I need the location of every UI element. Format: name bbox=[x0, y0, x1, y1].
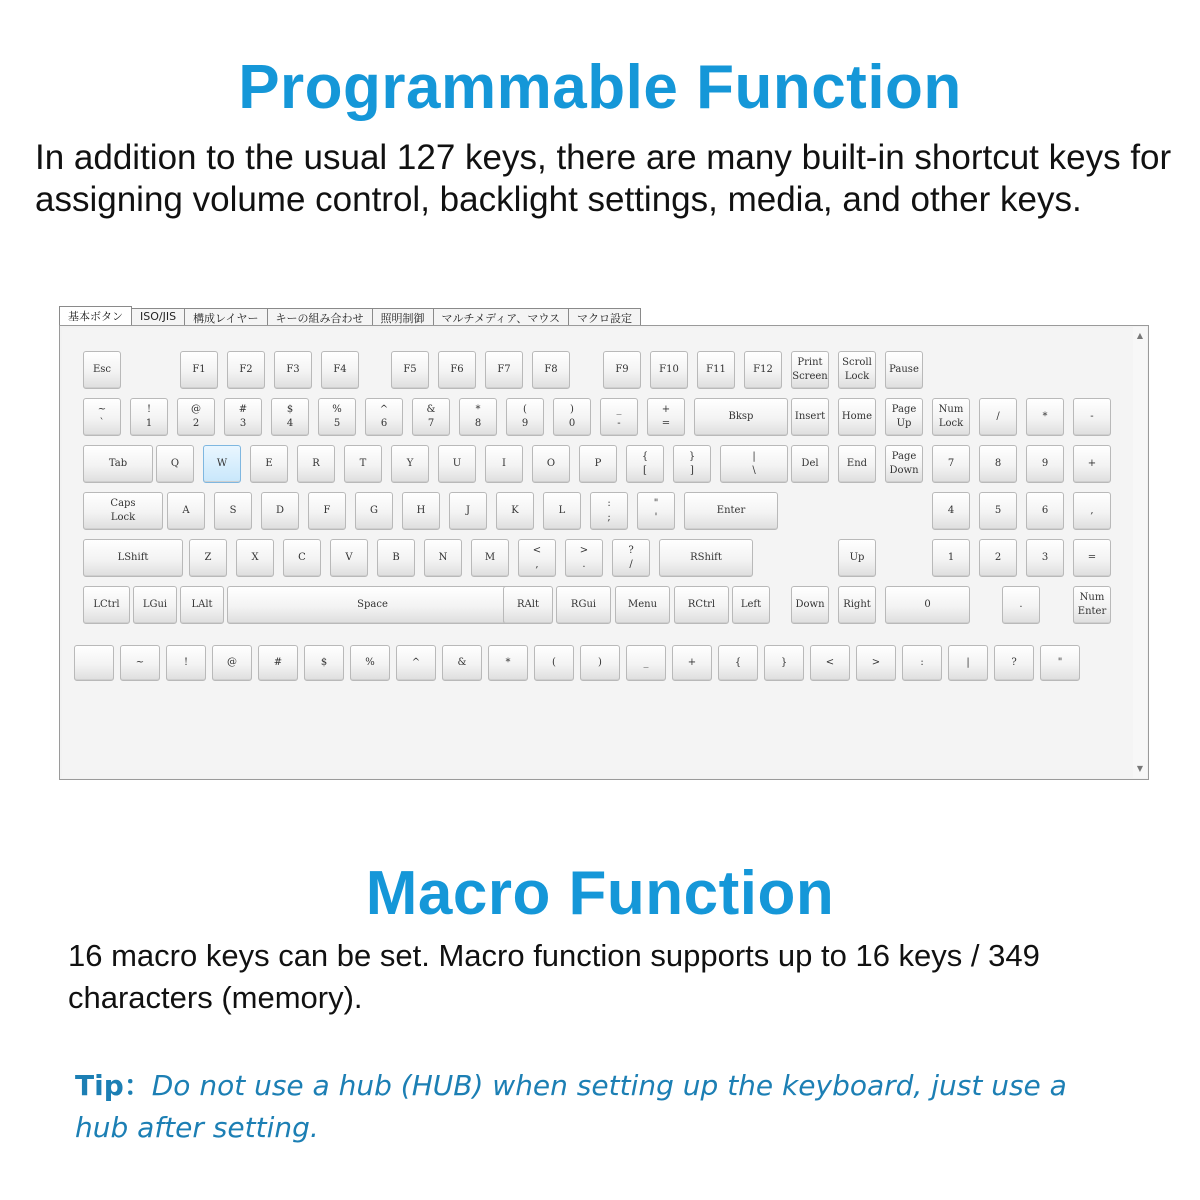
macro-key-21[interactable]: " bbox=[1040, 645, 1080, 681]
tab-6[interactable]: マクロ設定 bbox=[568, 308, 641, 325]
key--9[interactable]: ( 9 bbox=[506, 398, 544, 436]
macro-key-10[interactable]: ( bbox=[534, 645, 574, 681]
key---[interactable]: _ - bbox=[600, 398, 638, 436]
tip-label: Tip： bbox=[75, 1069, 152, 1102]
key-f[interactable]: F bbox=[308, 492, 346, 530]
tab-4[interactable]: 照明制御 bbox=[372, 308, 434, 325]
key-up[interactable]: Up bbox=[838, 539, 876, 577]
key-5[interactable]: 5 bbox=[979, 492, 1017, 530]
key-print-screen[interactable]: Print Screen bbox=[791, 351, 829, 389]
key-home[interactable]: Home bbox=[838, 398, 876, 436]
key-g[interactable]: G bbox=[355, 492, 393, 530]
macro-key-20[interactable]: ? bbox=[994, 645, 1034, 681]
tab-5[interactable]: マルチメディア、マウス bbox=[433, 308, 569, 325]
macro-key-3[interactable]: @ bbox=[212, 645, 252, 681]
tab-0[interactable]: 基本ボタン bbox=[59, 306, 132, 325]
tab-2[interactable]: 構成レイヤー bbox=[184, 308, 267, 325]
key--5[interactable]: % 5 bbox=[318, 398, 356, 436]
key-y[interactable]: Y bbox=[391, 445, 429, 483]
key-z[interactable]: Z bbox=[189, 539, 227, 577]
key--[interactable]: ~ ` bbox=[83, 398, 121, 436]
key-left[interactable]: Left bbox=[732, 586, 770, 624]
keyboard-panel bbox=[59, 325, 1149, 780]
macro-function-description: 16 macro keys can be set. Macro function supports up to 16 keys / 349 characters (memory). bbox=[68, 938, 1040, 1015]
key-f9[interactable]: F9 bbox=[603, 351, 641, 389]
key-sym12[interactable]: . bbox=[1002, 586, 1040, 624]
key-d[interactable]: D bbox=[261, 492, 299, 530]
key-s[interactable]: S bbox=[214, 492, 252, 530]
key-x[interactable]: X bbox=[236, 539, 274, 577]
key-1[interactable]: 1 bbox=[932, 539, 970, 577]
key-num-enter[interactable]: Num Enter bbox=[1073, 586, 1111, 624]
key-down[interactable]: Down bbox=[791, 586, 829, 624]
keyboard-config-window bbox=[59, 306, 1149, 780]
key-lgui[interactable]: LGui bbox=[133, 586, 177, 624]
macro-key-0[interactable] bbox=[74, 645, 114, 681]
macro-key-12[interactable]: _ bbox=[626, 645, 666, 681]
key-f11[interactable]: F11 bbox=[697, 351, 735, 389]
key-a[interactable]: A bbox=[167, 492, 205, 530]
key--[interactable]: < , bbox=[518, 539, 556, 577]
key-f4[interactable]: F4 bbox=[321, 351, 359, 389]
key-lalt[interactable]: LAlt bbox=[180, 586, 224, 624]
programmable-function-heading: Programmable Function bbox=[238, 53, 962, 122]
key--4[interactable]: $ 4 bbox=[271, 398, 309, 436]
key-9[interactable]: 9 bbox=[1026, 445, 1064, 483]
key-b[interactable]: B bbox=[377, 539, 415, 577]
key-insert[interactable]: Insert bbox=[791, 398, 829, 436]
key--1[interactable]: ! 1 bbox=[130, 398, 168, 436]
key-sym16[interactable]: = bbox=[1073, 539, 1111, 577]
scroll-down-arrow-icon[interactable]: ▼ bbox=[1136, 764, 1144, 773]
key-k[interactable]: K bbox=[496, 492, 534, 530]
key-lshift[interactable]: LShift bbox=[83, 539, 183, 577]
key-page-down[interactable]: Page Down bbox=[885, 445, 923, 483]
scroll-up-arrow-icon[interactable]: ▲ bbox=[1136, 331, 1144, 340]
key-f2[interactable]: F2 bbox=[227, 351, 265, 389]
key-7[interactable]: 7 bbox=[932, 445, 970, 483]
key-u[interactable]: U bbox=[438, 445, 476, 483]
key--[interactable]: { [ bbox=[626, 445, 664, 483]
key-del[interactable]: Del bbox=[791, 445, 829, 483]
key-4[interactable]: 4 bbox=[932, 492, 970, 530]
key-f5[interactable]: F5 bbox=[391, 351, 429, 389]
key--[interactable]: + = bbox=[647, 398, 685, 436]
key-f6[interactable]: F6 bbox=[438, 351, 476, 389]
macro-key-4[interactable]: # bbox=[258, 645, 298, 681]
key--6[interactable]: ^ 6 bbox=[365, 398, 403, 436]
key-c[interactable]: C bbox=[283, 539, 321, 577]
key-3[interactable]: 3 bbox=[1026, 539, 1064, 577]
key-num-lock[interactable]: Num Lock bbox=[932, 398, 970, 436]
key--[interactable]: } ] bbox=[673, 445, 711, 483]
macro-key-15[interactable]: } bbox=[764, 645, 804, 681]
key-f12[interactable]: F12 bbox=[744, 351, 782, 389]
key-enter[interactable]: Enter bbox=[684, 492, 778, 530]
key--[interactable]: - bbox=[1073, 398, 1111, 436]
key-pause[interactable]: Pause bbox=[885, 351, 923, 389]
key-m[interactable]: M bbox=[471, 539, 509, 577]
key--[interactable]: ? / bbox=[612, 539, 650, 577]
key-o[interactable]: O bbox=[532, 445, 570, 483]
key-e[interactable]: E bbox=[250, 445, 288, 483]
key-f8[interactable]: F8 bbox=[532, 351, 570, 389]
key-caps-lock[interactable]: Caps Lock bbox=[83, 492, 163, 530]
macro-key-16[interactable]: < bbox=[810, 645, 850, 681]
key--[interactable]: | \ bbox=[720, 445, 788, 483]
programmable-function-description: In addition to the usual 127 keys, there are many built-in shortcut keys for assigning volume control, backlight settings, media, and other keys. bbox=[35, 138, 1172, 219]
key-sym18[interactable]: / bbox=[979, 398, 1017, 436]
key--[interactable]: " ' bbox=[637, 492, 675, 530]
key--3[interactable]: # 3 bbox=[224, 398, 262, 436]
key-tab[interactable]: Tab bbox=[83, 445, 153, 483]
keyboard-layout bbox=[62, 328, 1135, 778]
key-n[interactable]: N bbox=[424, 539, 462, 577]
macro-key-13[interactable]: + bbox=[672, 645, 712, 681]
key-space[interactable]: Space bbox=[227, 586, 518, 624]
tip-note bbox=[75, 1065, 1125, 1149]
key--0[interactable]: ) 0 bbox=[553, 398, 591, 436]
macro-key-18[interactable]: : bbox=[902, 645, 942, 681]
key-i[interactable]: I bbox=[485, 445, 523, 483]
tip-text: Do not use a hub (HUB) when setting up the keyboard, just use a hub after setting. bbox=[75, 1069, 1067, 1144]
macro-function-heading: Macro Function bbox=[365, 859, 835, 928]
key-j[interactable]: J bbox=[449, 492, 487, 530]
key-end[interactable]: End bbox=[838, 445, 876, 483]
macro-key-2[interactable]: ! bbox=[166, 645, 206, 681]
key-sym19[interactable]: * bbox=[1026, 398, 1064, 436]
key--[interactable]: > . bbox=[565, 539, 603, 577]
key-0[interactable]: 0 bbox=[885, 586, 970, 624]
macro-key-19[interactable]: | bbox=[948, 645, 988, 681]
macro-key-14[interactable]: { bbox=[718, 645, 758, 681]
key--8[interactable]: * 8 bbox=[459, 398, 497, 436]
key-right[interactable]: Right bbox=[838, 586, 876, 624]
key-w[interactable]: W bbox=[203, 445, 241, 483]
key-rgui[interactable]: RGui bbox=[556, 586, 611, 624]
key-h[interactable]: H bbox=[402, 492, 440, 530]
key-2[interactable]: 2 bbox=[979, 539, 1017, 577]
key--2[interactable]: @ 2 bbox=[177, 398, 215, 436]
key-bksp[interactable]: Bksp bbox=[694, 398, 788, 436]
key-rctrl[interactable]: RCtrl bbox=[674, 586, 729, 624]
macro-key-8[interactable]: & bbox=[442, 645, 482, 681]
key-f10[interactable]: F10 bbox=[650, 351, 688, 389]
tab-3[interactable]: キーの組み合わせ bbox=[267, 308, 373, 325]
key-r[interactable]: R bbox=[297, 445, 335, 483]
key-f3[interactable]: F3 bbox=[274, 351, 312, 389]
key-v[interactable]: V bbox=[330, 539, 368, 577]
key-menu[interactable]: Menu bbox=[615, 586, 670, 624]
macro-key-17[interactable]: > bbox=[856, 645, 896, 681]
key-rshift[interactable]: RShift bbox=[659, 539, 753, 577]
macro-key-7[interactable]: ^ bbox=[396, 645, 436, 681]
macro-key-11[interactable]: ) bbox=[580, 645, 620, 681]
key--[interactable]: : ; bbox=[590, 492, 628, 530]
key-6[interactable]: 6 bbox=[1026, 492, 1064, 530]
key-sym16[interactable]: , bbox=[1073, 492, 1111, 530]
key-l[interactable]: L bbox=[543, 492, 581, 530]
key-p[interactable]: P bbox=[579, 445, 617, 483]
key-f7[interactable]: F7 bbox=[485, 351, 523, 389]
key-ralt[interactable]: RAlt bbox=[503, 586, 553, 624]
key--7[interactable]: & 7 bbox=[412, 398, 450, 436]
key-sym20[interactable]: + bbox=[1073, 445, 1111, 483]
key-esc[interactable]: Esc bbox=[83, 351, 121, 389]
key-8[interactable]: 8 bbox=[979, 445, 1017, 483]
key-q[interactable]: Q bbox=[156, 445, 194, 483]
key-f1[interactable]: F1 bbox=[180, 351, 218, 389]
key-lctrl[interactable]: LCtrl bbox=[83, 586, 130, 624]
tab-bar bbox=[59, 306, 640, 326]
macro-key-1[interactable]: ~ bbox=[120, 645, 160, 681]
key-t[interactable]: T bbox=[344, 445, 382, 483]
key-scroll-lock[interactable]: Scroll Lock bbox=[838, 351, 876, 389]
macro-key-5[interactable]: $ bbox=[304, 645, 344, 681]
tab-1[interactable]: ISO/JIS bbox=[131, 308, 185, 325]
vertical-scrollbar[interactable] bbox=[1133, 327, 1147, 778]
macro-key-6[interactable]: % bbox=[350, 645, 390, 681]
key-page-up[interactable]: Page Up bbox=[885, 398, 923, 436]
macro-key-9[interactable]: * bbox=[488, 645, 528, 681]
